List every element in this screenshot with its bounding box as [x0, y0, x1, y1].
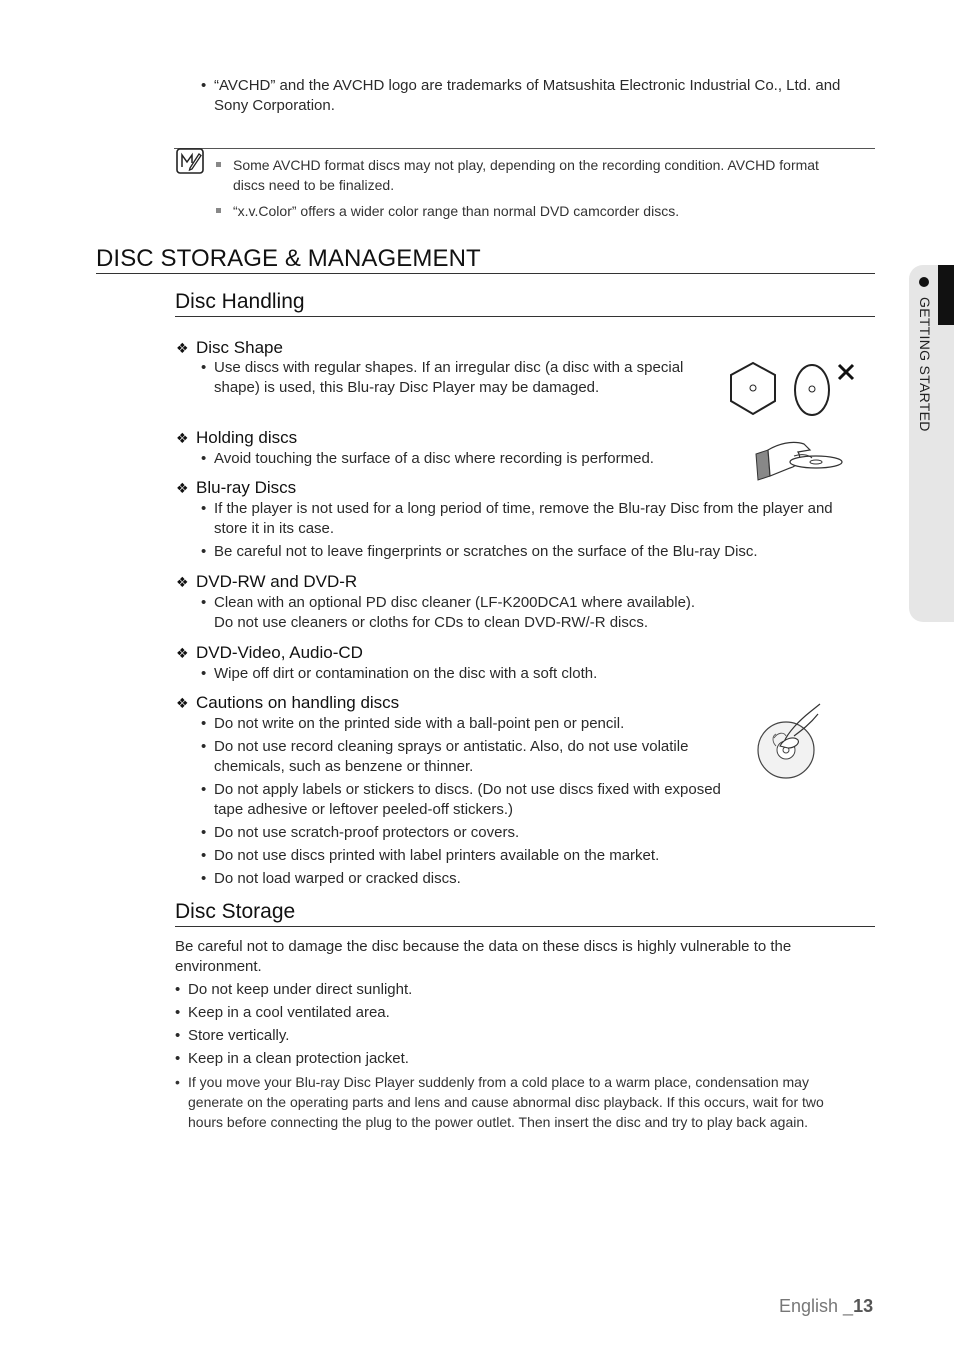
bullet-dot: • — [201, 594, 207, 611]
subheading-holding-discs — [176, 428, 297, 448]
list-item — [175, 980, 788, 1000]
list-item-text: Clean with an optional PD disc cleaner (LF-K200DCA1 where available). Do not use cleaners or cloths for CDs to clean DVD-RW/-R discs. — [214, 594, 696, 631]
footer-page: 13 — [853, 1296, 874, 1316]
list-item-text: Store vertically. — [188, 1027, 290, 1044]
list-item — [175, 1049, 788, 1069]
trademark-text: “AVCHD” and the AVCHD logo are trademarks of Matsushita Electronic Industrial Co., Ltd. and Sony Corporation. — [214, 77, 841, 114]
diamond-bullet-icon: ❖ — [176, 340, 189, 356]
subheading-bluray-discs — [176, 478, 296, 498]
subheading-text: DVD-RW and DVD-R — [196, 572, 358, 591]
side-tab-label: GETTING STARTED — [917, 297, 933, 432]
square-bullet — [216, 208, 221, 213]
bullet-dot: • — [201, 450, 207, 467]
note-xvcolor-text: “x.v.Color” offers a wider color range than normal DVD camcorder discs. — [233, 203, 680, 219]
list-item — [201, 780, 744, 820]
page-number — [779, 1296, 873, 1317]
bullet-dot: • — [201, 665, 207, 682]
side-tab-dot-icon — [919, 277, 929, 287]
section-title-disc-storage: Disc Storage — [175, 900, 296, 923]
bullet-dot: • — [175, 1027, 181, 1044]
section-title-disc-handling: Disc Handling — [175, 290, 305, 313]
subheading-disc-shape — [176, 338, 283, 358]
list-item-text: Do not use record cleaning sprays or antistatic. Also, do not use volatile chemicals, such as benzene or thinner. — [214, 738, 689, 775]
bullet-dot: • — [175, 1050, 181, 1067]
bullet-dot: • — [201, 847, 207, 864]
title-divider — [96, 273, 875, 274]
bullet-dot: • — [201, 715, 207, 732]
list-item-text: Do not write on the printed side with a ball-point pen or pencil. — [214, 715, 625, 732]
list-item — [201, 593, 714, 633]
list-item — [201, 449, 734, 469]
bullet-dot: • — [201, 781, 207, 798]
subheading-dvd-rw — [176, 572, 357, 592]
subheading-cautions — [176, 693, 399, 713]
bullet-dot: • — [175, 981, 181, 998]
list-item-text: If the player is not used for a long period of time, remove the Blu-ray Disc from the player and store it in its case. — [214, 500, 833, 537]
note-avchd-text: Some AVCHD format discs may not play, depending on the recording condition. AVCHD format discs need to be finalized. — [233, 157, 819, 193]
subheading-text: Disc Shape — [196, 338, 283, 357]
side-tab-marker — [938, 265, 954, 325]
bullet-dot: • — [201, 359, 207, 376]
list-item — [201, 737, 734, 777]
note-avchd — [233, 155, 853, 195]
list-item — [201, 869, 734, 889]
list-item — [201, 714, 734, 734]
irregular-disc-shapes-illustration — [726, 358, 866, 420]
note-xvcolor — [233, 201, 853, 221]
storage-intro: Be careful not to damage the disc because the data on these discs is highly vulnerable to the environment. — [175, 938, 792, 975]
list-item — [175, 1072, 854, 1132]
list-item-text: Keep in a clean protection jacket. — [188, 1050, 409, 1067]
bullet-dot: • — [201, 77, 207, 94]
diamond-bullet-icon: ❖ — [176, 695, 189, 711]
section-divider — [175, 926, 875, 927]
disc-cleaning-illustration — [754, 702, 826, 780]
note-divider — [174, 148, 875, 149]
bullet-dot: • — [201, 543, 207, 560]
list-item-text: Wipe off dirt or contamination on the disc with a soft cloth. — [214, 665, 598, 682]
list-item-text: Do not use discs printed with label printers available on the market. — [214, 847, 660, 864]
list-item-text: Do not keep under direct sunlight. — [188, 981, 413, 998]
list-item — [175, 1026, 788, 1046]
bullet-dot: • — [201, 500, 207, 517]
bullet-dot: • — [175, 1074, 180, 1090]
list-item — [201, 664, 734, 684]
list-item-text: If you move your Blu-ray Disc Player suddenly from a cold place to a warm place, condensation may generate on the operating parts and lens and cause abnormal disc playback. If this occurs, wait for two hours before connecting the plug to the power outlet. Then insert the disc and try to play back again. — [188, 1074, 824, 1130]
list-item — [201, 823, 734, 843]
list-item — [201, 846, 734, 866]
bullet-dot: • — [175, 1004, 181, 1021]
bullet-dot: • — [201, 870, 207, 887]
note-pencil-icon — [176, 148, 204, 174]
list-item-text: Avoid touching the surface of a disc where recording is performed. — [214, 450, 654, 467]
list-item-text: Do not load warped or cracked discs. — [214, 870, 461, 887]
subheading-dvd-video — [176, 643, 363, 663]
list-item — [201, 542, 854, 562]
subheading-text: DVD-Video, Audio-CD — [196, 643, 363, 662]
trademark-bullet — [201, 76, 854, 116]
bullet-dot: • — [201, 824, 207, 841]
list-item-text: Use discs with regular shapes. If an irregular disc (a disc with a special shape) is used, this Blu-ray Disc Player may be damaged. — [214, 359, 684, 396]
page-title: DISC STORAGE & MANAGEMENT — [96, 245, 481, 272]
subheading-text: Holding discs — [196, 428, 298, 447]
list-item-text: Do not use scratch-proof protectors or covers. — [214, 824, 520, 841]
bullet-dot: • — [201, 738, 207, 755]
diamond-bullet-icon: ❖ — [176, 430, 189, 446]
list-item — [201, 499, 854, 539]
hand-holding-disc-illustration — [754, 436, 844, 486]
diamond-bullet-icon: ❖ — [176, 574, 189, 590]
list-item-text: Be careful not to leave fingerprints or scratches on the surface of the Blu-ray Disc. — [214, 543, 758, 560]
list-item — [201, 358, 704, 398]
subheading-text: Blu-ray Discs — [196, 478, 297, 497]
subheading-text: Cautions on handling discs — [196, 693, 400, 712]
list-item-text: Do not apply labels or stickers to discs. (Do not use discs fixed with exposed tape adhesive or leftover peeled-off stickers.) — [214, 781, 721, 818]
diamond-bullet-icon: ❖ — [176, 480, 189, 496]
section-divider — [175, 316, 875, 317]
footer-language: English _ — [779, 1296, 854, 1316]
square-bullet — [216, 162, 221, 167]
list-item-text: Keep in a cool ventilated area. — [188, 1004, 390, 1021]
list-item — [175, 1003, 788, 1023]
diamond-bullet-icon: ❖ — [176, 645, 189, 661]
